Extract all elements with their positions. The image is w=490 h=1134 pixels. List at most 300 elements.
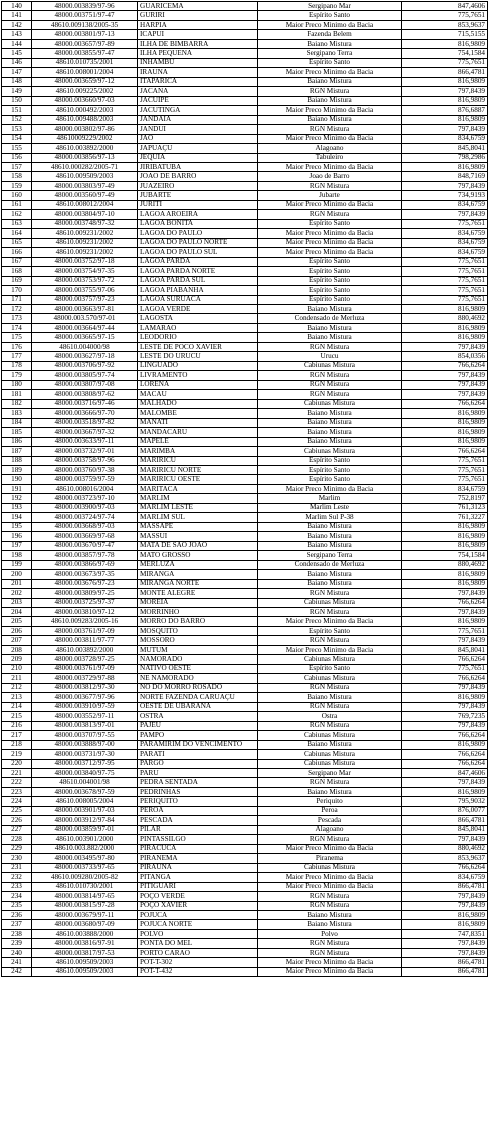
reference-oil-cell: Maior Preco Minimo da Bacia [258,106,402,115]
table-row [2,39,488,48]
field-name-cell: GUARICEMA [138,2,258,11]
minimum-price-cell: 769,7235 [402,712,488,721]
field-name-cell: PORTO CARAO [138,948,258,957]
minimum-price-cell: 816,9809 [402,39,488,48]
field-name-cell: ILHA DE BIMBARRA [138,39,258,48]
reference-oil-cell: Cabiunas Mistura [258,361,402,370]
row-number-cell: 175 [2,333,32,342]
row-number-cell: 170 [2,286,32,295]
field-name-cell: MARLIM [138,494,258,503]
process-number-cell: 48000.003518/97-82 [32,418,138,427]
table-row [2,503,488,512]
process-number-cell: 48610.010730/2001 [32,882,138,891]
row-number-cell: 165 [2,238,32,247]
minimum-price-cell: 775,7651 [402,276,488,285]
process-number-cell: 48610.009509/2003 [32,958,138,967]
reference-oil-cell: Maior Preco Minimo da Bacia [258,645,402,654]
row-number-cell: 182 [2,399,32,408]
process-number-cell: 48000.003723/97-10 [32,494,138,503]
table-row [2,626,488,635]
reference-oil-cell: RGN Mistura [258,901,402,910]
row-number-cell: 142 [2,20,32,29]
row-number-cell: 198 [2,551,32,560]
process-number-cell: 48000.003839/97-96 [32,2,138,11]
field-name-cell: LEODORIO [138,333,258,342]
row-number-cell: 209 [2,655,32,664]
minimum-price-cell: 816,9809 [402,617,488,626]
reference-oil-cell: Peroa [258,806,402,815]
process-number-cell: 48000.003901/97-03 [32,806,138,815]
reference-oil-cell: Joao de Barro [258,172,402,181]
process-number-cell: 48000.003751/97-47 [32,11,138,20]
process-number-cell: 48000.003707/97-55 [32,731,138,740]
table-row [2,30,488,39]
process-number-cell: 48000.003759/97-59 [32,475,138,484]
minimum-price-cell: 854,0356 [402,352,488,361]
minimum-price-cell: 847,4606 [402,768,488,777]
reference-oil-cell: Maior Preco Minimo da Bacia [258,200,402,209]
minimum-price-cell: 866,4781 [402,816,488,825]
process-number-cell: 48000.003900/97-03 [32,503,138,512]
field-name-cell: POT-T-432 [138,967,258,976]
field-name-cell: JUBARTE [138,191,258,200]
reference-oil-cell: Espírito Santo [258,475,402,484]
minimum-price-cell: 797,8439 [402,901,488,910]
table-row [2,787,488,796]
process-number-cell: 48000.003857/97-78 [32,551,138,560]
reference-oil-cell: RGN Mistura [258,608,402,617]
table-row [2,617,488,626]
table-row [2,191,488,200]
process-number-cell: 48000.003811/97-77 [32,636,138,645]
process-number-cell: 48000.003680/97-09 [32,920,138,929]
process-number-cell: 48000.003807/97-08 [32,380,138,389]
field-name-cell: ITAPARICA [138,77,258,86]
process-number-cell: 48000.003859/97-01 [32,825,138,834]
table-row [2,49,488,58]
process-number-cell: 48000.003678/97-59 [32,787,138,796]
reference-oil-cell: RGN Mistura [258,125,402,134]
table-row [2,465,488,474]
row-number-cell: 151 [2,106,32,115]
reference-oil-cell: Baiano Mistura [258,115,402,124]
reference-oil-cell: Baiano Mistura [258,920,402,929]
reference-oil-cell: Jubarte [258,191,402,200]
reference-oil-cell: Espírito Santo [258,58,402,67]
row-number-cell: 225 [2,806,32,815]
row-number-cell: 240 [2,948,32,957]
table-row [2,778,488,787]
table-row [2,750,488,759]
reference-oil-cell: Espírito Santo [258,267,402,276]
reference-oil-cell: Maior Preco Minimo da Bacia [258,162,402,171]
process-number-cell: 48610.004001/98 [32,778,138,787]
minimum-price-cell: 754,1584 [402,551,488,560]
row-number-cell: 144 [2,39,32,48]
reference-oil-cell: Pescada [258,816,402,825]
minimum-price-cell: 752,8197 [402,494,488,503]
row-number-cell: 180 [2,380,32,389]
process-number-cell: 48610.003888/2000 [32,929,138,938]
table-row [2,323,488,332]
field-name-cell: JAO [138,134,258,143]
field-name-cell: PERIQUITO [138,797,258,806]
process-number-cell: 48610.009231/2002 [32,248,138,257]
minimum-price-cell: 853,9637 [402,20,488,29]
process-number-cell: 48000.003752/97-18 [32,257,138,266]
process-number-cell: 48000.003760/97-38 [32,465,138,474]
field-name-cell: MANDACARU [138,428,258,437]
minimum-price-cell: 816,9809 [402,437,488,446]
reference-oil-cell: Cabiunas Mistura [258,598,402,607]
reference-oil-cell: Maior Preco Minimo da Bacia [258,844,402,853]
minimum-price-cell: 797,8439 [402,125,488,134]
field-name-cell: POÇO VERDE [138,892,258,901]
minimum-price-cell: 766,6264 [402,750,488,759]
reference-oil-cell: Marlim Leste [258,503,402,512]
reference-oil-cell: Polvo [258,929,402,938]
row-number-cell: 218 [2,740,32,749]
row-number-cell: 236 [2,911,32,920]
process-number-cell: 48000.003910/97-59 [32,702,138,711]
reference-oil-cell: RGN Mistura [258,721,402,730]
row-number-cell: 207 [2,636,32,645]
reference-oil-cell: RGN Mistura [258,390,402,399]
process-number-cell: 48000.003888/97-00 [32,740,138,749]
minimum-price-cell: 816,9809 [402,787,488,796]
field-name-cell: PARAMIRIM DO VENCIMENTO [138,740,258,749]
field-name-cell: LAGOA DO PAULO [138,229,258,238]
reference-oil-cell: RGN Mistura [258,371,402,380]
process-number-cell: 48000.003666/97-70 [32,409,138,418]
row-number-cell: 235 [2,901,32,910]
minimum-price-cell: 834,6759 [402,229,488,238]
reference-oil-cell: Maior Preco Minimo da Bacia [258,484,402,493]
minimum-price-cell: 880,4692 [402,314,488,323]
minimum-price-cell: 797,8439 [402,636,488,645]
reference-oil-cell: Marlim [258,494,402,503]
row-number-cell: 171 [2,295,32,304]
minimum-price-cell: 797,8439 [402,371,488,380]
table-row [2,162,488,171]
field-name-cell: ICAPUI [138,30,258,39]
process-number-cell: 48610.008012/2004 [32,200,138,209]
process-number-cell: 48000.003757/97-23 [32,295,138,304]
table-row [2,948,488,957]
field-name-cell: PONTA DO MEL [138,939,258,948]
row-number-cell: 149 [2,87,32,96]
table-row [2,399,488,408]
reference-oil-cell: Espírito Santo [258,664,402,673]
field-name-cell: PEROA [138,806,258,815]
reference-oil-cell: Baiano Mistura [258,323,402,332]
row-number-cell: 242 [2,967,32,976]
row-number-cell: 164 [2,229,32,238]
field-name-cell: PESCADA [138,816,258,825]
process-number-cell: 48000.003810/97-12 [32,608,138,617]
minimum-price-cell: 834,6759 [402,873,488,882]
table-row [2,68,488,77]
reference-oil-cell: Baiano Mistura [258,409,402,418]
field-name-cell: PIRACUCA [138,844,258,853]
field-name-cell: NATIVO OESTE [138,664,258,673]
process-number-cell: 48000.003673/97-35 [32,570,138,579]
field-name-cell: LAMARAO [138,323,258,332]
reference-oil-cell: Baiano Mistura [258,96,402,105]
reference-oil-cell: Espírito Santo [258,286,402,295]
reference-oil-cell: Cabiunas Mistura [258,447,402,456]
field-name-cell: MOREIA [138,598,258,607]
table-row [2,863,488,872]
process-number-cell: 48610.000492/2003 [32,106,138,115]
process-number-cell: 48610.004000/98 [32,342,138,351]
reference-oil-cell: Espírito Santo [258,276,402,285]
minimum-price-cell: 834,6759 [402,134,488,143]
minimum-price-cell: 816,9809 [402,333,488,342]
field-name-cell: MORRINHO [138,608,258,617]
row-number-cell: 219 [2,750,32,759]
reference-oil-cell: Tabuleiro [258,153,402,162]
table-row [2,522,488,531]
minimum-price-cell: 795,9032 [402,797,488,806]
field-name-cell: MOSQUITO [138,626,258,635]
row-number-cell: 239 [2,939,32,948]
minimum-price-cell: 845,8041 [402,825,488,834]
reference-oil-cell: Sergipano Mar [258,768,402,777]
row-number-cell: 152 [2,115,32,124]
reference-oil-cell: RGN Mistura [258,380,402,389]
table-row [2,58,488,67]
reference-oil-cell: RGN Mistura [258,702,402,711]
reference-oil-cell: RGN Mistura [258,892,402,901]
table-row [2,257,488,266]
reference-oil-cell: Baiano Mistura [258,787,402,796]
process-number-cell: 48610.009283/2005-16 [32,617,138,626]
reference-oil-cell: Baiano Mistura [258,532,402,541]
minimum-price-cell: 775,7651 [402,286,488,295]
field-name-cell: POLVO [138,929,258,938]
process-number-cell: 48000.003732/97-01 [32,447,138,456]
table-row [2,901,488,910]
row-number-cell: 167 [2,257,32,266]
row-number-cell: 160 [2,191,32,200]
reference-oil-cell: Espírito Santo [258,626,402,635]
process-number-cell: 48000.003804/97-10 [32,210,138,219]
reference-oil-cell: Urucu [258,352,402,361]
field-name-cell: LAGOA PARDA NORTE [138,267,258,276]
field-name-cell: PARU [138,768,258,777]
row-number-cell: 181 [2,390,32,399]
table-row [2,570,488,579]
minimum-price-cell: 816,9809 [402,541,488,550]
minimum-price-cell: 816,9809 [402,911,488,920]
minimum-price-cell: 816,9809 [402,532,488,541]
field-name-cell: JUAZEIRO [138,181,258,190]
reference-oil-cell: Cabiunas Mistura [258,655,402,664]
process-number-cell: 48000.003667/97-32 [32,428,138,437]
row-number-cell: 214 [2,702,32,711]
reference-oil-cell: Maior Preco Minimo da Bacia [258,238,402,247]
process-number-cell: 48610.008001/2004 [32,68,138,77]
table-row [2,2,488,11]
field-name-cell: MORRO DO BARRO [138,617,258,626]
reference-oil-cell: Baiano Mistura [258,541,402,550]
field-name-cell: POJUCA [138,911,258,920]
process-number-cell: 48000.003657/97-89 [32,39,138,48]
field-name-cell: MASSUI [138,532,258,541]
process-number-cell: 48610.003892/2000 [32,645,138,654]
process-number-cell: 48610.009509/2003 [32,172,138,181]
field-name-cell: LAGOA SURUACA [138,295,258,304]
minimum-price-cell: 853,9637 [402,854,488,863]
minimum-price-cell: 734,9193 [402,191,488,200]
table-row [2,911,488,920]
process-number-cell: 48000.003855/97-47 [32,49,138,58]
field-name-cell: POÇO XAVIER [138,901,258,910]
process-number-cell: 48000.003728/97-25 [32,655,138,664]
minimum-price-cell: 816,9809 [402,162,488,171]
row-number-cell: 197 [2,541,32,550]
row-number-cell: 227 [2,825,32,834]
table-row [2,96,488,105]
reference-oil-cell: Baiano Mistura [258,693,402,702]
field-name-cell: MARLIM LESTE [138,503,258,512]
process-number-cell: 48000.003812/97-30 [32,683,138,692]
row-number-cell: 146 [2,58,32,67]
table-row [2,494,488,503]
process-number-cell: 48000.003560/97-49 [32,191,138,200]
process-number-cell: 48610.000282/2005-71 [32,162,138,171]
process-number-cell: 48000.003761/97-09 [32,626,138,635]
field-name-cell: JOAO DE BARRO [138,172,258,181]
minimum-price-cell: 816,9809 [402,96,488,105]
reference-oil-cell: Alagoano [258,144,402,153]
table-row [2,939,488,948]
row-number-cell: 204 [2,608,32,617]
process-number-cell: 48610.009225/2002 [32,87,138,96]
minimum-price-cell: 761,3227 [402,513,488,522]
field-name-cell: MARIMBA [138,447,258,456]
row-number-cell: 194 [2,513,32,522]
row-number-cell: 195 [2,522,32,531]
reference-oil-cell: Baiano Mistura [258,428,402,437]
minimum-price-cell: 816,9809 [402,115,488,124]
process-number-cell: 48000.003712/97-95 [32,759,138,768]
field-name-cell: MAPELE [138,437,258,446]
reference-oil-cell: Cabiunas Mistura [258,759,402,768]
reference-oil-cell: Baiano Mistura [258,522,402,531]
table-row [2,409,488,418]
process-number-cell: 48610.009488/2003 [32,115,138,124]
minimum-price-cell: 797,8439 [402,939,488,948]
field-name-cell: MUTUM [138,645,258,654]
reference-oil-cell: Maior Preco Minimo da Bacia [258,873,402,882]
table-row [2,655,488,664]
field-name-cell: LAGOA PIABANHA [138,286,258,295]
table-row [2,238,488,247]
reference-oil-cell: Espírito Santo [258,257,402,266]
row-number-cell: 143 [2,30,32,39]
reference-oil-cell: RGN Mistura [258,210,402,219]
reference-oil-cell: Ostra [258,712,402,721]
process-number-cell: 48610.003901/2000 [32,835,138,844]
row-number-cell: 155 [2,144,32,153]
field-name-cell: LESTE DO URUCU [138,352,258,361]
table-row [2,693,488,702]
table-row [2,702,488,711]
table-row [2,664,488,673]
table-row [2,418,488,427]
row-number-cell: 157 [2,162,32,171]
minimum-price-cell: 775,7651 [402,219,488,228]
row-number-cell: 185 [2,428,32,437]
row-number-cell: 205 [2,617,32,626]
process-number-cell: 48610.009231/2002 [32,229,138,238]
process-number-cell: 48610.003892/2000 [32,144,138,153]
minimum-price-cell: 880,4692 [402,560,488,569]
row-number-cell: 215 [2,712,32,721]
reference-oil-cell: RGN Mistura [258,939,402,948]
row-number-cell: 172 [2,305,32,314]
minimum-price-cell: 775,7651 [402,456,488,465]
reference-oil-cell: Espírito Santo [258,295,402,304]
minimum-price-cell: 775,7651 [402,465,488,474]
reference-oil-cell: Baiano Mistura [258,305,402,314]
table-row [2,835,488,844]
reference-oil-cell: Baiano Mistura [258,77,402,86]
table-row [2,740,488,749]
process-number-cell: 48000.003729/97-88 [32,674,138,683]
process-number-cell: 48000.003725/97-37 [32,598,138,607]
minimum-price-cell: 766,6264 [402,399,488,408]
row-number-cell: 189 [2,465,32,474]
field-name-cell: LAGOA VERDE [138,305,258,314]
minimum-price-cell: 866,4781 [402,882,488,891]
reference-oil-cell: Cabiunas Mistura [258,674,402,683]
row-number-cell: 230 [2,854,32,863]
reference-oil-cell: Espírito Santo [258,465,402,474]
row-number-cell: 199 [2,560,32,569]
row-number-cell: 162 [2,210,32,219]
process-number-cell: 48000.003758/97-96 [32,456,138,465]
table-row [2,958,488,967]
table-row [2,920,488,929]
process-number-cell: 48000.003627/97-18 [32,352,138,361]
minimum-price-cell: 766,6264 [402,759,488,768]
row-number-cell: 212 [2,683,32,692]
reference-oil-cell: Baiano Mistura [258,579,402,588]
row-number-cell: 186 [2,437,32,446]
minimum-price-cell: 797,8439 [402,608,488,617]
process-number-cell: 48000.003716/97-46 [32,399,138,408]
row-number-cell: 221 [2,768,32,777]
row-number-cell: 217 [2,731,32,740]
table-row [2,560,488,569]
table-row [2,210,488,219]
row-number-cell: 168 [2,267,32,276]
row-number-cell: 166 [2,248,32,257]
minimum-price-cell: 775,7651 [402,267,488,276]
table-row [2,229,488,238]
minimum-price-cell: 816,9809 [402,522,488,531]
minimum-price-cell: 747,8351 [402,929,488,938]
table-row [2,200,488,209]
row-number-cell: 147 [2,68,32,77]
field-name-cell: LAGOSTA [138,314,258,323]
process-number-cell: 48000.003633/97-11 [32,437,138,446]
table-row [2,153,488,162]
field-name-cell: PARATI [138,750,258,759]
